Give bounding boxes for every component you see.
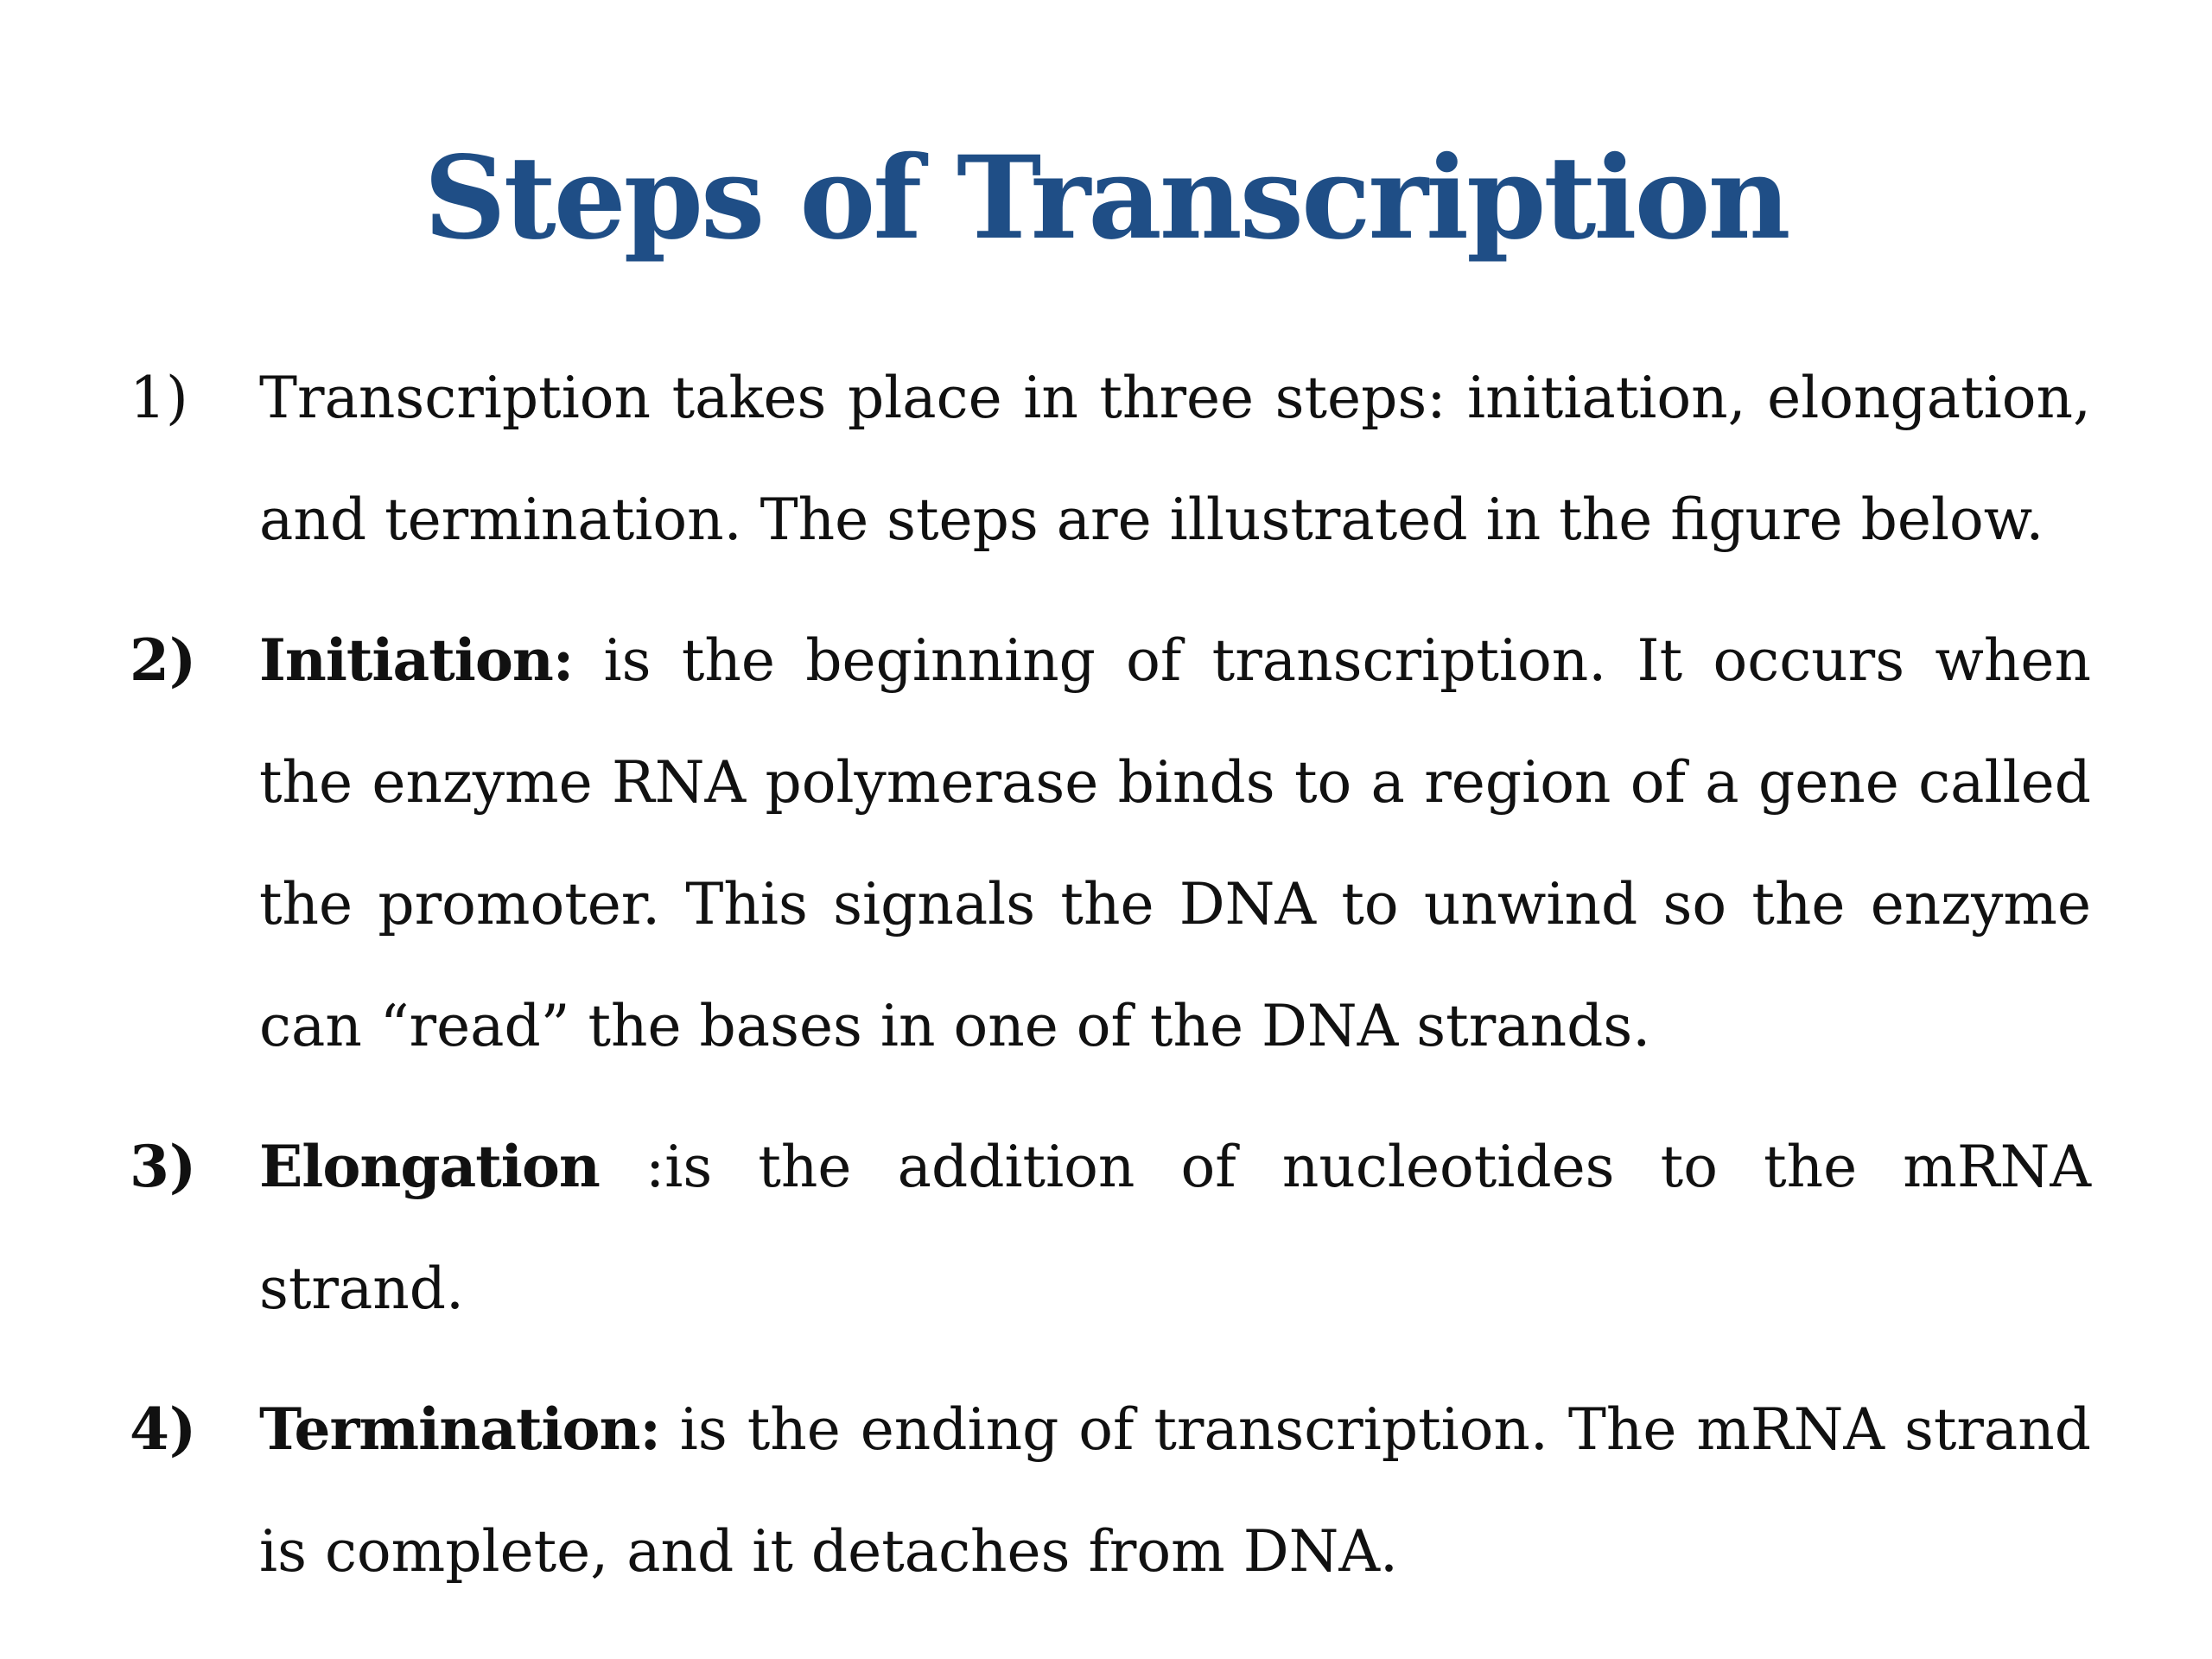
- step-item-1: [130, 337, 2091, 581]
- step-text: Transcription takes place in three steps: initiation, elongation, and termination. The steps are illustrated in the figure below.: [259, 365, 2091, 553]
- step-item-3: [130, 1106, 2091, 1350]
- step-number: 1): [130, 365, 188, 431]
- step-number: 4): [130, 1395, 197, 1463]
- slide-title: Steps of Transcription: [423, 131, 1789, 265]
- step-text: is the ending of transcription. The mRNA strand is complete, and it detaches from DNA.: [259, 1396, 2091, 1585]
- step-number: 3): [130, 1133, 197, 1200]
- step-term: Termination:: [259, 1395, 660, 1463]
- step-term: Initiation:: [259, 626, 574, 694]
- step-number: 2): [130, 626, 197, 694]
- steps-list: [130, 337, 2091, 1612]
- step-text: :is the addition of nucleotides to the mRNA strand.: [259, 1134, 2091, 1322]
- step-item-4: [130, 1369, 2091, 1612]
- step-text: is the beginning of transcription. It occurs when the enzyme RNA polymerase binds to a region of a gene called the promoter. This signals the DNA to unwind so the enzyme can “read” the bases in one of the DNA strands.: [259, 627, 2091, 1059]
- step-item-2: [130, 600, 2091, 1087]
- step-term: Elongation: [259, 1133, 600, 1200]
